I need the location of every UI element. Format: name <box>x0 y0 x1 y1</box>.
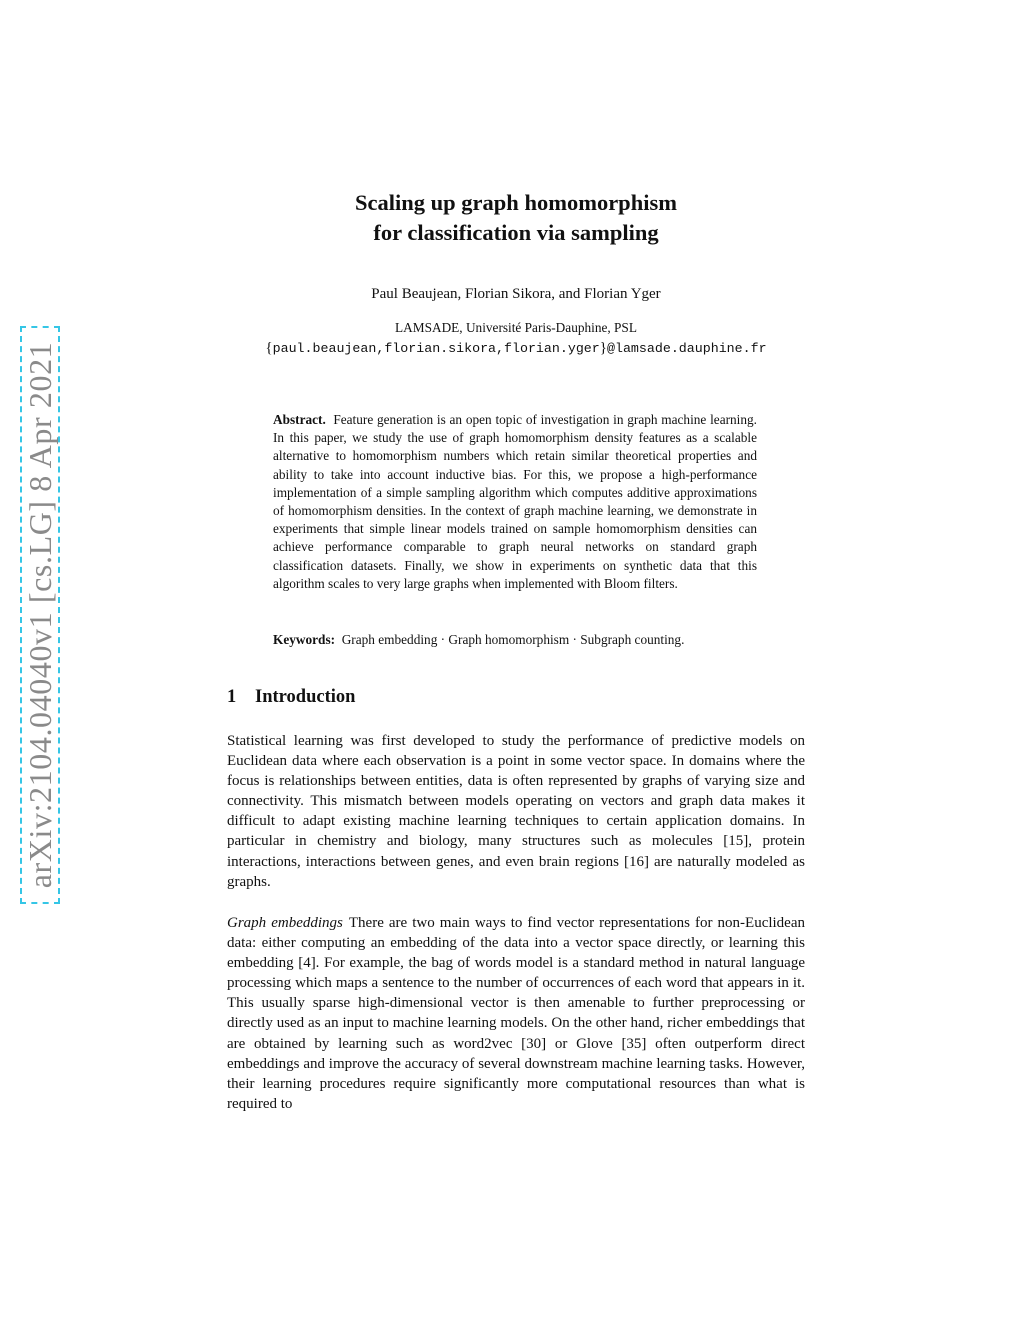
arxiv-identifier-text: arXiv:2104.04040v1 [cs.LG] 8 Apr 2021 <box>22 341 58 889</box>
author-emails <box>190 338 842 359</box>
section-number: 1 <box>227 687 237 707</box>
section-heading-introduction <box>227 685 355 709</box>
abstract-text: Feature generation is an open topic of investigation in graph machine learning. In this paper, we study the use of graph homomorphism density features as a scalable alternative to homomorphism numbers which retain similar theoretical properties and ability to take into account inductive bias. For this, we propose a high-performance implementation of a simple sampling algorithm which computes additive approximations of homomorphism densities. In the context of graph machine learning, we demonstrate in experiments that simple linear models trained on sample homomorphism densities can achieve performance comparable to graph neural networks on standard graph classification datasets. Finally, we show in experiments on synthetic data that this algorithm scales to very large graphs when implemented with Bloom filters. <box>273 412 757 591</box>
introduction-paragraph-1: Statistical learning was first developed to study the performance of predictive models on Euclidean data where each observation is a point in some vector space. In domains where the focus is relationships between entities, data is often represented by graphs of varying size and connectivity. This mismatch between models operating on vectors and graph data makes it difficult to adapt existing machine learning techniques to certain application domains. In particular in chemistry and biology, many structures such as molecules [15], protein interactions, interactions between genes, and even brain regions [16] are naturally modeled as graphs. <box>227 733 805 890</box>
abstract <box>273 411 757 593</box>
affiliation: LAMSADE, Université Paris-Dauphine, PSL <box>395 320 637 335</box>
arxiv-identifier-stamp <box>20 326 60 904</box>
email-names: paul.beaujean,florian.sikora,florian.yger <box>272 341 600 356</box>
email-open-brace: { <box>265 340 273 356</box>
author-list: Paul Beaujean, Florian Sikora, and Florian Yger <box>371 286 661 302</box>
keywords <box>273 631 757 649</box>
introduction-paragraph-2 <box>227 913 805 1114</box>
email-close-brace: } <box>599 340 607 356</box>
paper-title-line-2: for classification via sampling <box>373 220 659 245</box>
section-title: Introduction <box>255 687 356 707</box>
paragraph-2-text: There are two main ways to find vector representations for non-Euclidean data: either computing an embedding of the data into a vector space directly, or learning this embedding [4]. For example, the bag of words model is a standard method in natural language processing which maps a sentence to the number of occurrences of each word that appears in it. This usually sparse high-dimensional vector is then amenable to further preprocessing or directly used as an input to machine learning models. On the other hand, richer embeddings that are obtained by learning such as word2vec [30] or Glove [35] often outperform direct embeddings and improve the accuracy of several downstream machine learning tasks. However, their learning procedures require significantly more computational resources than what is required to <box>227 915 805 1112</box>
keywords-text: Graph embedding · Graph homomorphism · Subgraph counting. <box>341 632 685 647</box>
paper-title <box>227 188 805 248</box>
paragraph-runin-heading: Graph embeddings <box>227 915 343 931</box>
abstract-label: Abstract. <box>273 412 326 427</box>
email-domain: @lamsade.dauphine.fr <box>606 341 767 356</box>
keywords-label: Keywords: <box>273 632 336 647</box>
paper-title-line-1: Scaling up graph homomorphism <box>355 190 677 215</box>
